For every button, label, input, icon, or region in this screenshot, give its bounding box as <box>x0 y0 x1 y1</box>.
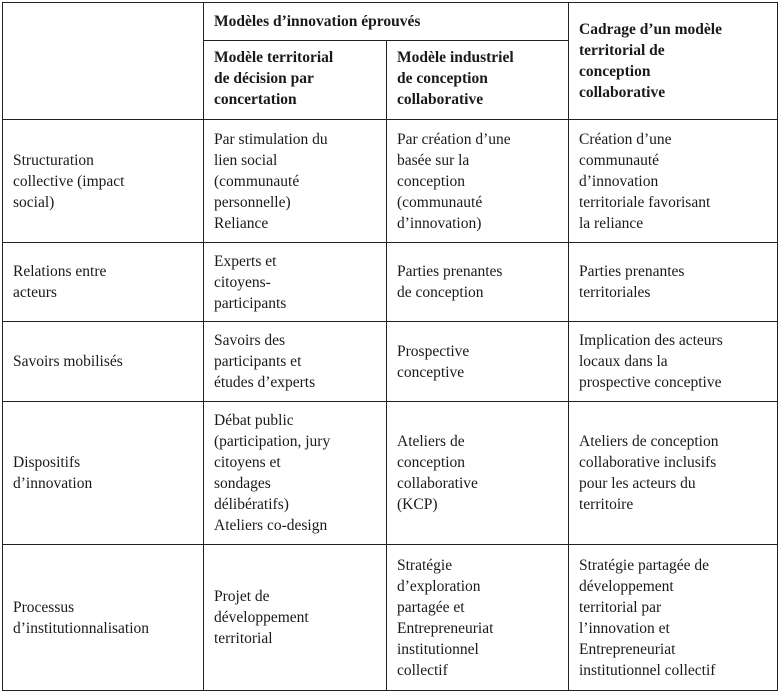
header-group-cell: Modèles d’innovation éprouvés <box>204 3 569 41</box>
table-cell: Parties prenantes de conception <box>387 243 569 322</box>
table-row <box>3 402 778 545</box>
table-cell: Par stimulation du lien social (communauté personnelle) Reliance <box>204 120 387 243</box>
table-row <box>3 545 778 691</box>
table-row <box>3 120 778 243</box>
table-cell: Parties prenantes territoriales <box>569 243 778 322</box>
table-cell: Ateliers de conception collaborative (KCP) <box>387 402 569 545</box>
table-cell: Savoirs des participants et études d’experts <box>204 322 387 402</box>
row-label-cell: Structuration collective (impact social) <box>3 120 204 243</box>
header-col3-cell: Cadrage d’un modèle territorial de conception collaborative <box>569 3 778 120</box>
row-label-cell: Dispositifs d’innovation <box>3 402 204 545</box>
header-col1-cell: Modèle territorial de décision par concertation <box>204 41 387 120</box>
table-cell: Stratégie partagée de développement territorial par l’innovation et Entrepreneuriat institutionnel collectif <box>569 545 778 691</box>
table-cell: Prospective conceptive <box>387 322 569 402</box>
table-cell: Projet de développement territorial <box>204 545 387 691</box>
header-corner-cell <box>3 3 204 120</box>
table-cell: Experts et citoyens- participants <box>204 243 387 322</box>
table-row <box>3 322 778 402</box>
row-label-cell: Processus d’institutionnalisation <box>3 545 204 691</box>
header-col2-cell: Modèle industriel de conception collaborative <box>387 41 569 120</box>
table-cell: Création d’une communauté d’innovation territoriale favorisant la reliance <box>569 120 778 243</box>
table-cell: Implication des acteurs locaux dans la prospective conceptive <box>569 322 778 402</box>
row-label-cell: Relations entre acteurs <box>3 243 204 322</box>
table-cell: Débat public (participation, jury citoyens et sondages délibératifs) Ateliers co-design <box>204 402 387 545</box>
table-cell: Par création d’une basée sur la conception (communauté d’innovation) <box>387 120 569 243</box>
table-cell: Ateliers de conception collaborative inclusifs pour les acteurs du territoire <box>569 402 778 545</box>
comparison-table <box>2 2 778 691</box>
table-cell: Stratégie d’exploration partagée et Entrepreneuriat institutionnel collectif <box>387 545 569 691</box>
row-label-cell: Savoirs mobilisés <box>3 322 204 402</box>
table-row <box>3 243 778 322</box>
header-row-1 <box>3 3 778 41</box>
